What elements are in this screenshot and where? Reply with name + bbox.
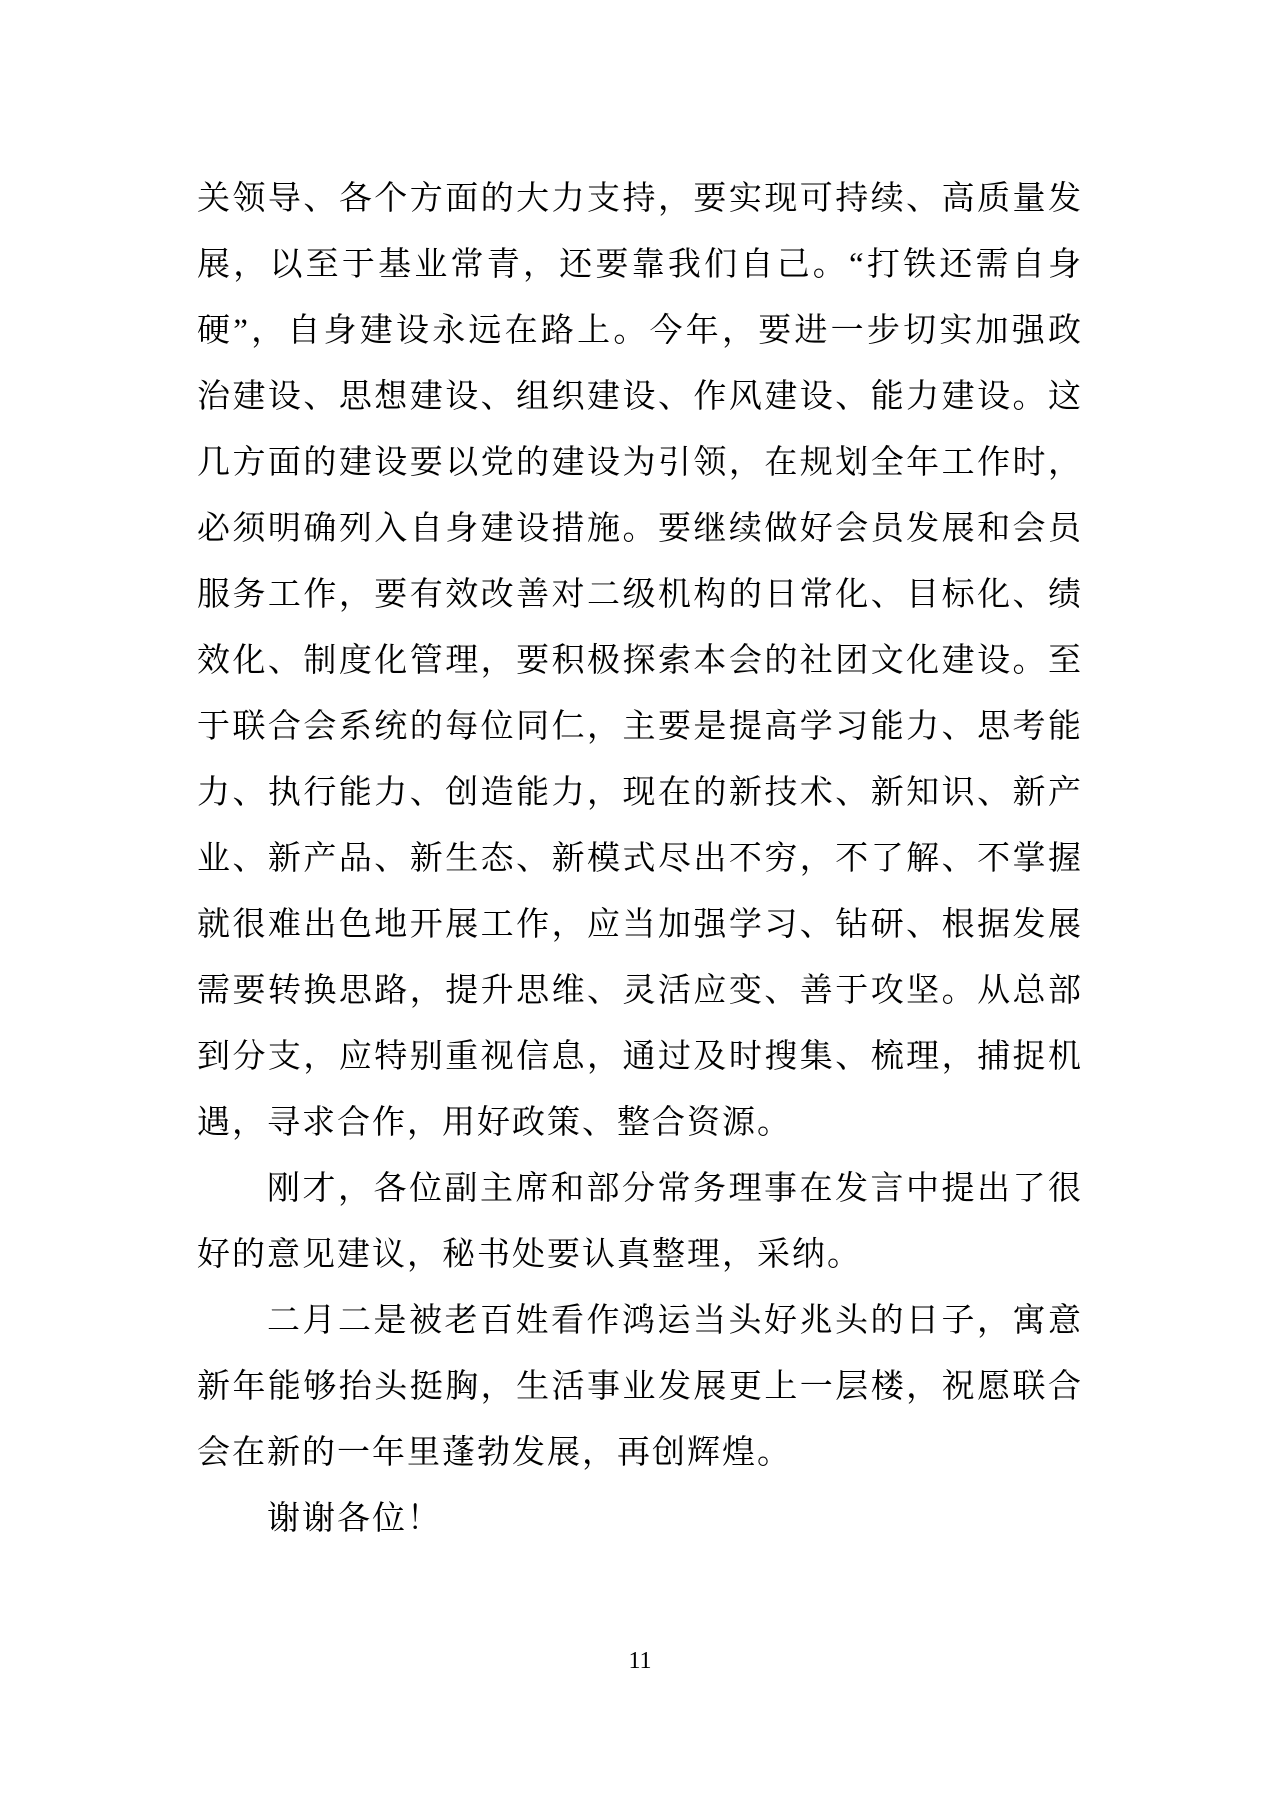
text-line: 刚才，各位副主席和部分常务理事在发言中提出了很 xyxy=(267,1171,1083,1207)
text-line: 到分支，应特别重视信息，通过及时搜集、梳理，捕捉机 xyxy=(197,1039,1083,1075)
text-line: 必须明确列入自身建设措施。要继续做好会员发展和会员 xyxy=(197,511,1083,547)
text-line: 新年能够抬头挺胸，生活事业发展更上一层楼，祝愿联合 xyxy=(197,1369,1083,1405)
text-line: 谢谢各位！ xyxy=(267,1501,442,1537)
page-footer xyxy=(0,1646,1280,1676)
text-line: 关领导、各个方面的大力支持，要实现可持续、高质量发 xyxy=(197,181,1083,217)
text-line: 遇，寻求合作，用好政策、整合资源。 xyxy=(197,1105,792,1141)
text-line: 服务工作，要有效改善对二级机构的日常化、目标化、绩 xyxy=(197,577,1083,613)
text-line: 几方面的建设要以党的建设为引领，在规划全年工作时， xyxy=(197,445,1083,481)
text-line: 二月二是被老百姓看作鸿运当头好兆头的日子，寓意 xyxy=(267,1303,1083,1339)
text-line: 就很难出色地开展工作，应当加强学习、钻研、根据发展 xyxy=(197,907,1083,943)
text-line: 会在新的一年里蓬勃发展，再创辉煌。 xyxy=(197,1435,792,1471)
text-line: 业、新产品、新生态、新模式尽出不穷，不了解、不掌握 xyxy=(197,841,1083,877)
document-body xyxy=(197,166,1083,1552)
text-line: 好的意见建议，秘书处要认真整理，采纳。 xyxy=(197,1237,862,1273)
text-line: 效化、制度化管理，要积极探索本会的社团文化建设。至 xyxy=(197,643,1083,679)
text-line: 力、执行能力、创造能力，现在的新技术、新知识、新产 xyxy=(197,775,1083,811)
text-line: 于联合会系统的每位同仁，主要是提高学习能力、思考能 xyxy=(197,709,1083,745)
text-line: 展，以至于基业常青，还要靠我们自己。“打铁还需自身 xyxy=(197,247,1083,283)
text-line: 硬”，自身建设永远在路上。今年，要进一步切实加强政 xyxy=(197,313,1083,349)
text-line: 需要转换思路，提升思维、灵活应变、善于攻坚。从总部 xyxy=(197,973,1083,1009)
page-number: 11 xyxy=(628,1648,652,1674)
text-line: 治建设、思想建设、组织建设、作风建设、能力建设。这 xyxy=(197,379,1083,415)
